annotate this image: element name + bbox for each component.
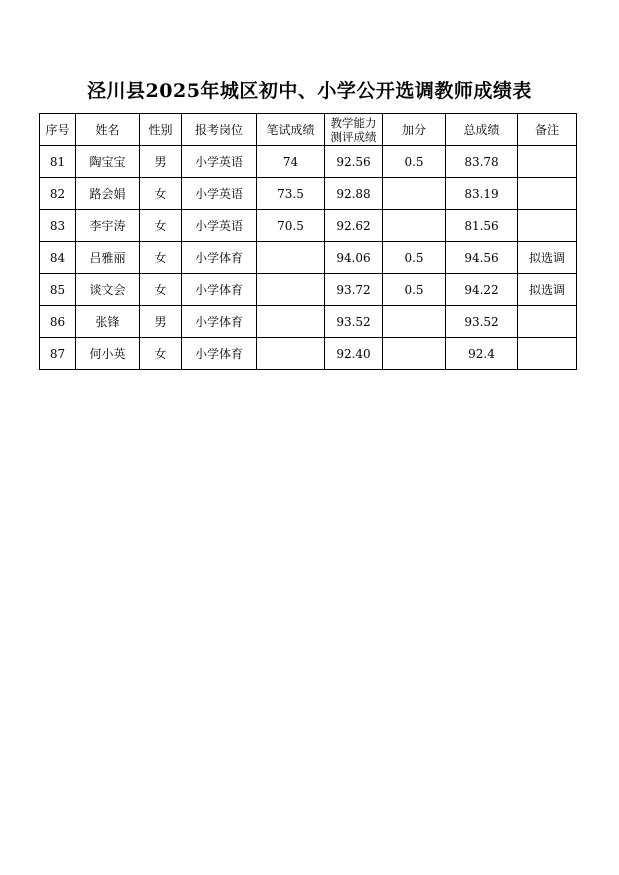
cell-gender: 男 <box>140 306 182 338</box>
cell-remarks <box>518 210 577 242</box>
cell-index: 81 <box>40 146 76 178</box>
cell-total-score: 81.56 <box>446 210 518 242</box>
cell-teaching-score: 93.72 <box>325 274 383 306</box>
cell-written-score <box>257 274 325 306</box>
cell-total-score: 92.4 <box>446 338 518 370</box>
cell-teaching-score: 92.88 <box>325 178 383 210</box>
cell-total-score: 93.52 <box>446 306 518 338</box>
cell-remarks <box>518 178 577 210</box>
cell-bonus <box>383 210 446 242</box>
table-row <box>40 146 577 178</box>
cell-remarks <box>518 146 577 178</box>
cell-bonus: 0.5 <box>383 242 446 274</box>
cell-written-score <box>257 242 325 274</box>
cell-teaching-score: 94.06 <box>325 242 383 274</box>
cell-name: 吕雅丽 <box>76 242 140 274</box>
header-teaching-score-line2: 测评成绩 <box>330 129 377 144</box>
cell-name: 谈文会 <box>76 274 140 306</box>
table-row <box>40 178 577 210</box>
header-written-score: 笔试成绩 <box>257 114 325 146</box>
cell-total-score: 83.78 <box>446 146 518 178</box>
cell-total-score: 94.56 <box>446 242 518 274</box>
table-row <box>40 274 577 306</box>
cell-position: 小学体育 <box>182 306 257 338</box>
cell-position: 小学英语 <box>182 210 257 242</box>
page-title: 泾川县2025年城区初中、小学公开选调教师成绩表 <box>87 80 532 102</box>
cell-remarks: 拟选调 <box>518 242 577 274</box>
cell-gender: 女 <box>140 338 182 370</box>
cell-written-score <box>257 338 325 370</box>
cell-name: 陶宝宝 <box>76 146 140 178</box>
cell-teaching-score: 92.56 <box>325 146 383 178</box>
cell-index: 82 <box>40 178 76 210</box>
cell-teaching-score: 93.52 <box>325 306 383 338</box>
header-bonus: 加分 <box>383 114 446 146</box>
cell-gender: 女 <box>140 210 182 242</box>
cell-written-score: 74 <box>257 146 325 178</box>
cell-position: 小学英语 <box>182 146 257 178</box>
cell-teaching-score: 92.40 <box>325 338 383 370</box>
header-remarks: 备注 <box>518 114 577 146</box>
cell-index: 84 <box>40 242 76 274</box>
cell-name: 路会娟 <box>76 178 140 210</box>
cell-teaching-score: 92.62 <box>325 210 383 242</box>
table-row <box>40 242 577 274</box>
cell-gender: 男 <box>140 146 182 178</box>
header-position: 报考岗位 <box>182 114 257 146</box>
cell-position: 小学英语 <box>182 178 257 210</box>
cell-remarks <box>518 338 577 370</box>
cell-index: 87 <box>40 338 76 370</box>
table-row <box>40 338 577 370</box>
cell-written-score: 70.5 <box>257 210 325 242</box>
cell-written-score <box>257 306 325 338</box>
cell-position: 小学体育 <box>182 338 257 370</box>
cell-index: 85 <box>40 274 76 306</box>
cell-remarks <box>518 306 577 338</box>
cell-gender: 女 <box>140 242 182 274</box>
cell-bonus <box>383 338 446 370</box>
header-index: 序号 <box>40 114 76 146</box>
header-name: 姓名 <box>76 114 140 146</box>
cell-position: 小学体育 <box>182 274 257 306</box>
cell-bonus <box>383 178 446 210</box>
cell-gender: 女 <box>140 178 182 210</box>
cell-bonus: 0.5 <box>383 146 446 178</box>
table-row <box>40 306 577 338</box>
header-total-score: 总成绩 <box>446 114 518 146</box>
cell-written-score: 73.5 <box>257 178 325 210</box>
cell-position: 小学体育 <box>182 242 257 274</box>
cell-bonus: 0.5 <box>383 274 446 306</box>
cell-name: 何小英 <box>76 338 140 370</box>
cell-index: 83 <box>40 210 76 242</box>
cell-gender: 女 <box>140 274 182 306</box>
header-gender: 性别 <box>140 114 182 146</box>
table-row <box>40 210 577 242</box>
cell-total-score: 83.19 <box>446 178 518 210</box>
cell-total-score: 94.22 <box>446 274 518 306</box>
header-teaching-score-line1: 教学能力 <box>330 115 377 130</box>
cell-index: 86 <box>40 306 76 338</box>
cell-remarks: 拟选调 <box>518 274 577 306</box>
cell-name: 张锋 <box>76 306 140 338</box>
cell-bonus <box>383 306 446 338</box>
header-teaching-score <box>325 114 383 146</box>
table-header-row <box>40 114 577 146</box>
score-table <box>39 113 577 370</box>
cell-name: 李宇涛 <box>76 210 140 242</box>
